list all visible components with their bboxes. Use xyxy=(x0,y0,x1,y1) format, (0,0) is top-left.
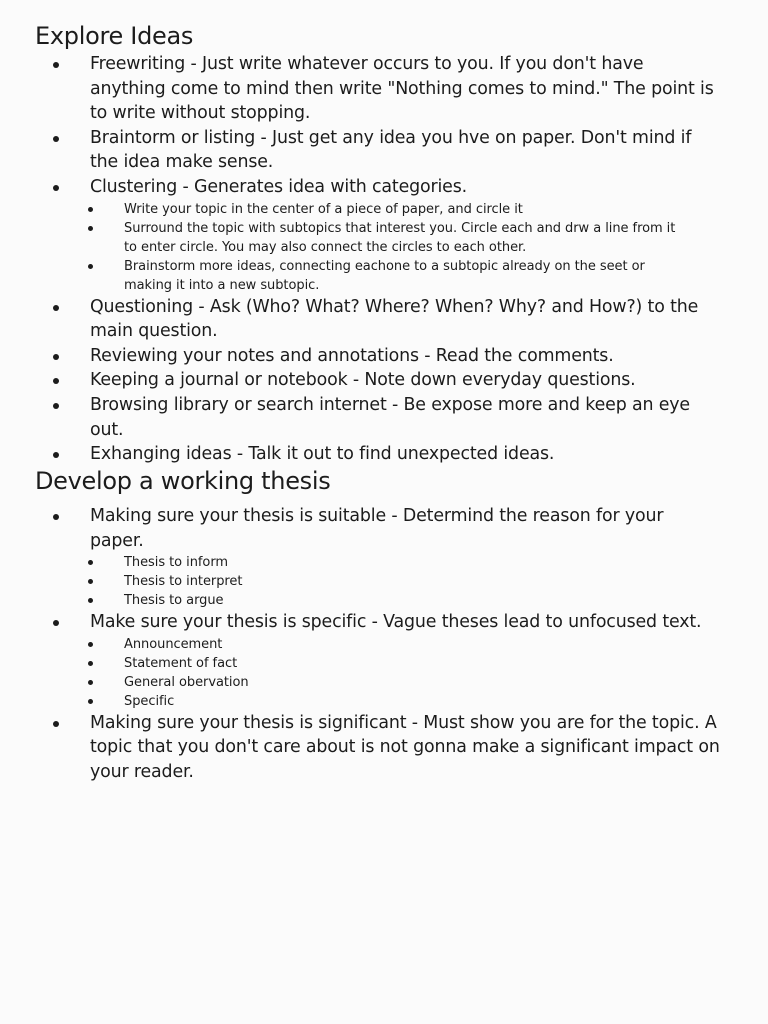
list-item-questioning: Questioning - Ask (Who? What? Where? When? Why? and How?) to the main question. xyxy=(0,295,768,344)
list-item-thesis-specific: Make sure your thesis is specific - Vague theses lead to unfocused text. Announcement Statement of fact General obervation Specific xyxy=(0,610,768,711)
sub-list-item: Surround the topic with subtopics that interest you. Circle each and drw a line from it to enter circle. You may also connect the circles to each other. xyxy=(90,219,720,257)
suitable-sublist xyxy=(90,553,720,610)
sub-list-item: General obervation xyxy=(90,673,720,692)
section-heading-explore-ideas: Explore Ideas xyxy=(35,22,194,50)
sub-list-item: Thesis to argue xyxy=(90,591,720,610)
sub-list-item: Thesis to interpret xyxy=(90,572,720,591)
working-thesis-list xyxy=(0,504,768,785)
explore-ideas-list xyxy=(0,52,768,467)
list-item-journal: Keeping a journal or notebook - Note down everyday questions. xyxy=(0,368,768,393)
list-item-clustering: Clustering - Generates idea with categories. Write your topic in the center of a piece of paper, and circle it Surround the topic with subtopics that interest you. Circle each and drw a line from it to enter circle. You may also connect the circles to each other. Brainstorm more ideas, connecting eachone to a subtopic already on the seet or making it into a new subtopic. xyxy=(0,175,768,295)
sub-list-item: Write your topic in the center of a piece of paper, and circle it xyxy=(90,200,720,219)
list-item-reviewing-notes: Reviewing your notes and annotations - Read the comments. xyxy=(0,344,768,369)
list-item-freewriting: Freewriting - Just write whatever occurs to you. If you don't have anything come to mind then write "Nothing comes to mind." The point is to write without stopping. xyxy=(0,52,768,126)
list-item-thesis-suitable: Making sure your thesis is suitable - Determind the reason for your paper. Thesis to inform Thesis to interpret Thesis to argue xyxy=(0,504,768,610)
sub-list-item: Brainstorm more ideas, connecting eachone to a subtopic already on the seet or making it into a new subtopic. xyxy=(90,257,720,295)
sub-list-item: Statement of fact xyxy=(90,654,720,673)
list-item-browsing: Browsing library or search internet - Be expose more and keep an eye out. xyxy=(0,393,768,442)
clustering-sublist xyxy=(90,200,720,295)
sub-list-item: Announcement xyxy=(90,635,720,654)
list-item-brainstorm: Braintorm or listing - Just get any idea you hve on paper. Don't mind if the idea make sense. xyxy=(0,126,768,175)
specific-sublist xyxy=(90,635,720,711)
section-heading-working-thesis: Develop a working thesis xyxy=(35,467,331,495)
sub-list-item: Thesis to inform xyxy=(90,553,720,572)
sub-list-item: Specific xyxy=(90,692,720,711)
list-item-thesis-significant: Making sure your thesis is significant - Must show you are for the topic. A topic that you don't care about is not gonna make a significant impact on your reader. xyxy=(0,711,768,785)
list-item-exchanging-ideas: Exhanging ideas - Talk it out to find unexpected ideas. xyxy=(0,442,768,467)
